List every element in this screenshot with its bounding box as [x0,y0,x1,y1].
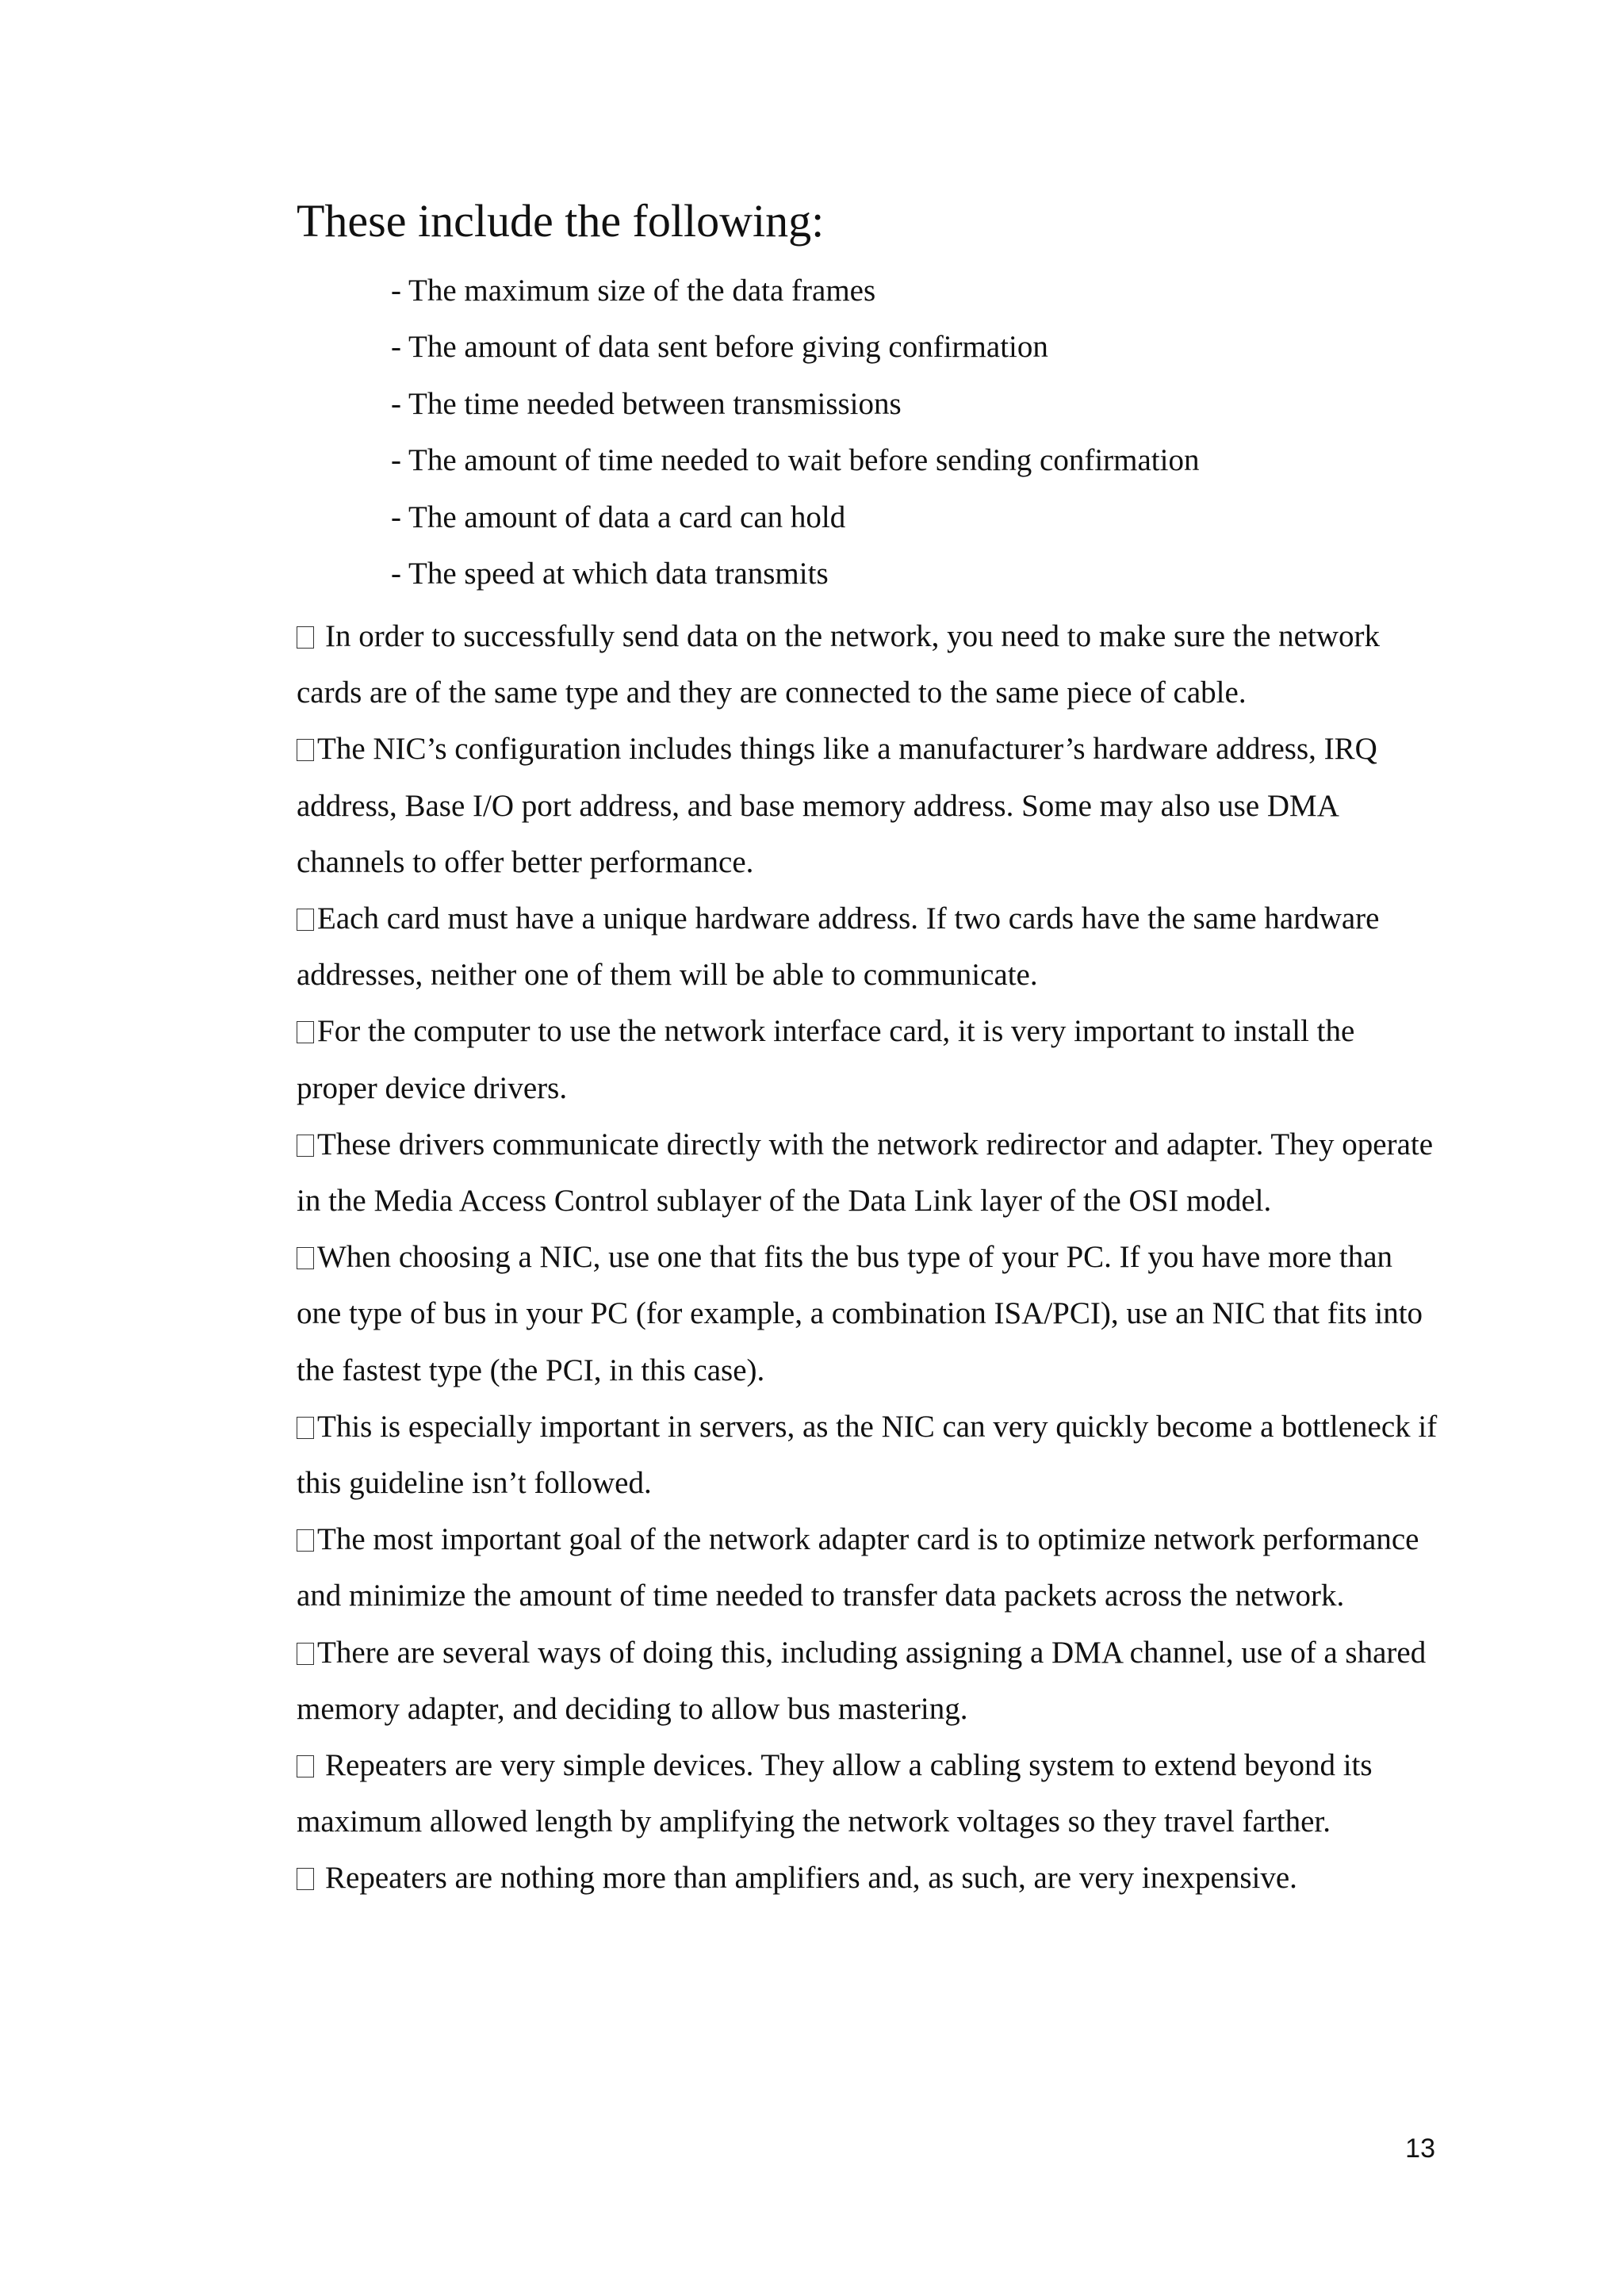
paragraph [297,1850,1438,1906]
bullet-box-icon [297,1417,314,1439]
paragraph [297,1624,1438,1737]
bullet-box-icon [297,1529,314,1552]
paragraph-text: In order to successfully send data on the network, you need to make sure the network cards are of the same type and they are connected to the same piece of cable. [297,619,1380,710]
list-item: - The amount of data a card can hold [391,499,846,534]
paragraph [297,608,1438,721]
paragraph-text: This is especially important in servers, as the NIC can very quickly become a bottleneck if this guideline isn’t followed. [297,1409,1438,1501]
section-heading: These include the following: [297,195,825,247]
paragraph-text: These drivers communicate directly with the network redirector and adapter. They operate in the Media Access Control sublayer of the Data Link layer of the OSI model. [297,1127,1434,1219]
paragraph-text: When choosing a NIC, use one that fits the bus type of your PC. If you have more than one type of bus in your PC (for example, a combination ISA/PCI), use an NIC that fits into the fastest type (the PCI, in this case). [297,1240,1423,1387]
paragraph-text: For the computer to use the network interface card, it is very important to install the proper device drivers. [297,1014,1355,1105]
paragraph [297,1229,1438,1399]
list-item: - The amount of data sent before giving confirmation [391,330,1048,365]
bullet-box-icon [297,1868,314,1890]
paragraph [297,1116,1438,1229]
paragraph [297,890,1438,1003]
page-number: 13 [1405,2133,1435,2164]
paragraph-text: There are several ways of doing this, including assigning a DMA channel, use of a shared memory adapter, and deciding to allow bus mastering. [297,1635,1427,1726]
bullet-box-icon [297,626,314,649]
parameter-list [391,268,1199,607]
bullet-box-icon [297,739,314,761]
bullet-box-icon [297,1247,314,1269]
paragraph-text: Repeaters are very simple devices. They allow a cabling system to extend beyond its maximum allowed length by amplifying the network voltages so they travel farther. [297,1748,1373,1839]
bullet-box-icon [297,1135,314,1157]
list-item: - The maximum size of the data frames [391,274,876,308]
paragraph [297,721,1438,890]
paragraph-text: The NIC’s configuration includes things like a manufacturer’s hardware address, IRQ address, Base I/O port address, and base memory address. Some may also use DMA channels to offer better performance. [297,732,1377,879]
bullet-box-icon [297,1643,314,1665]
paragraph-text: The most important goal of the network adapter card is to optimize network performance and minimize the amount of time needed to transfer data packets across the network. [297,1522,1419,1613]
bullet-box-icon [297,909,314,931]
bullet-box-icon [297,1021,314,1043]
bullet-box-icon [297,1755,314,1777]
paragraph-text: Repeaters are nothing more than amplifiers and, as such, are very inexpensive. [325,1861,1297,1896]
paragraph-text: Each card must have a unique hardware address. If two cards have the same hardware addresses, neither one of them will be able to communicate. [297,901,1380,993]
paragraph [297,1511,1438,1624]
paragraph [297,1737,1438,1850]
paragraph [297,1399,1438,1511]
list-item: - The time needed between transmissions [391,386,902,421]
list-item: - The amount of time needed to wait before sending confirmation [391,443,1200,478]
body-text [297,608,1438,1907]
list-item: - The speed at which data transmits [391,556,829,591]
paragraph [297,1003,1438,1115]
